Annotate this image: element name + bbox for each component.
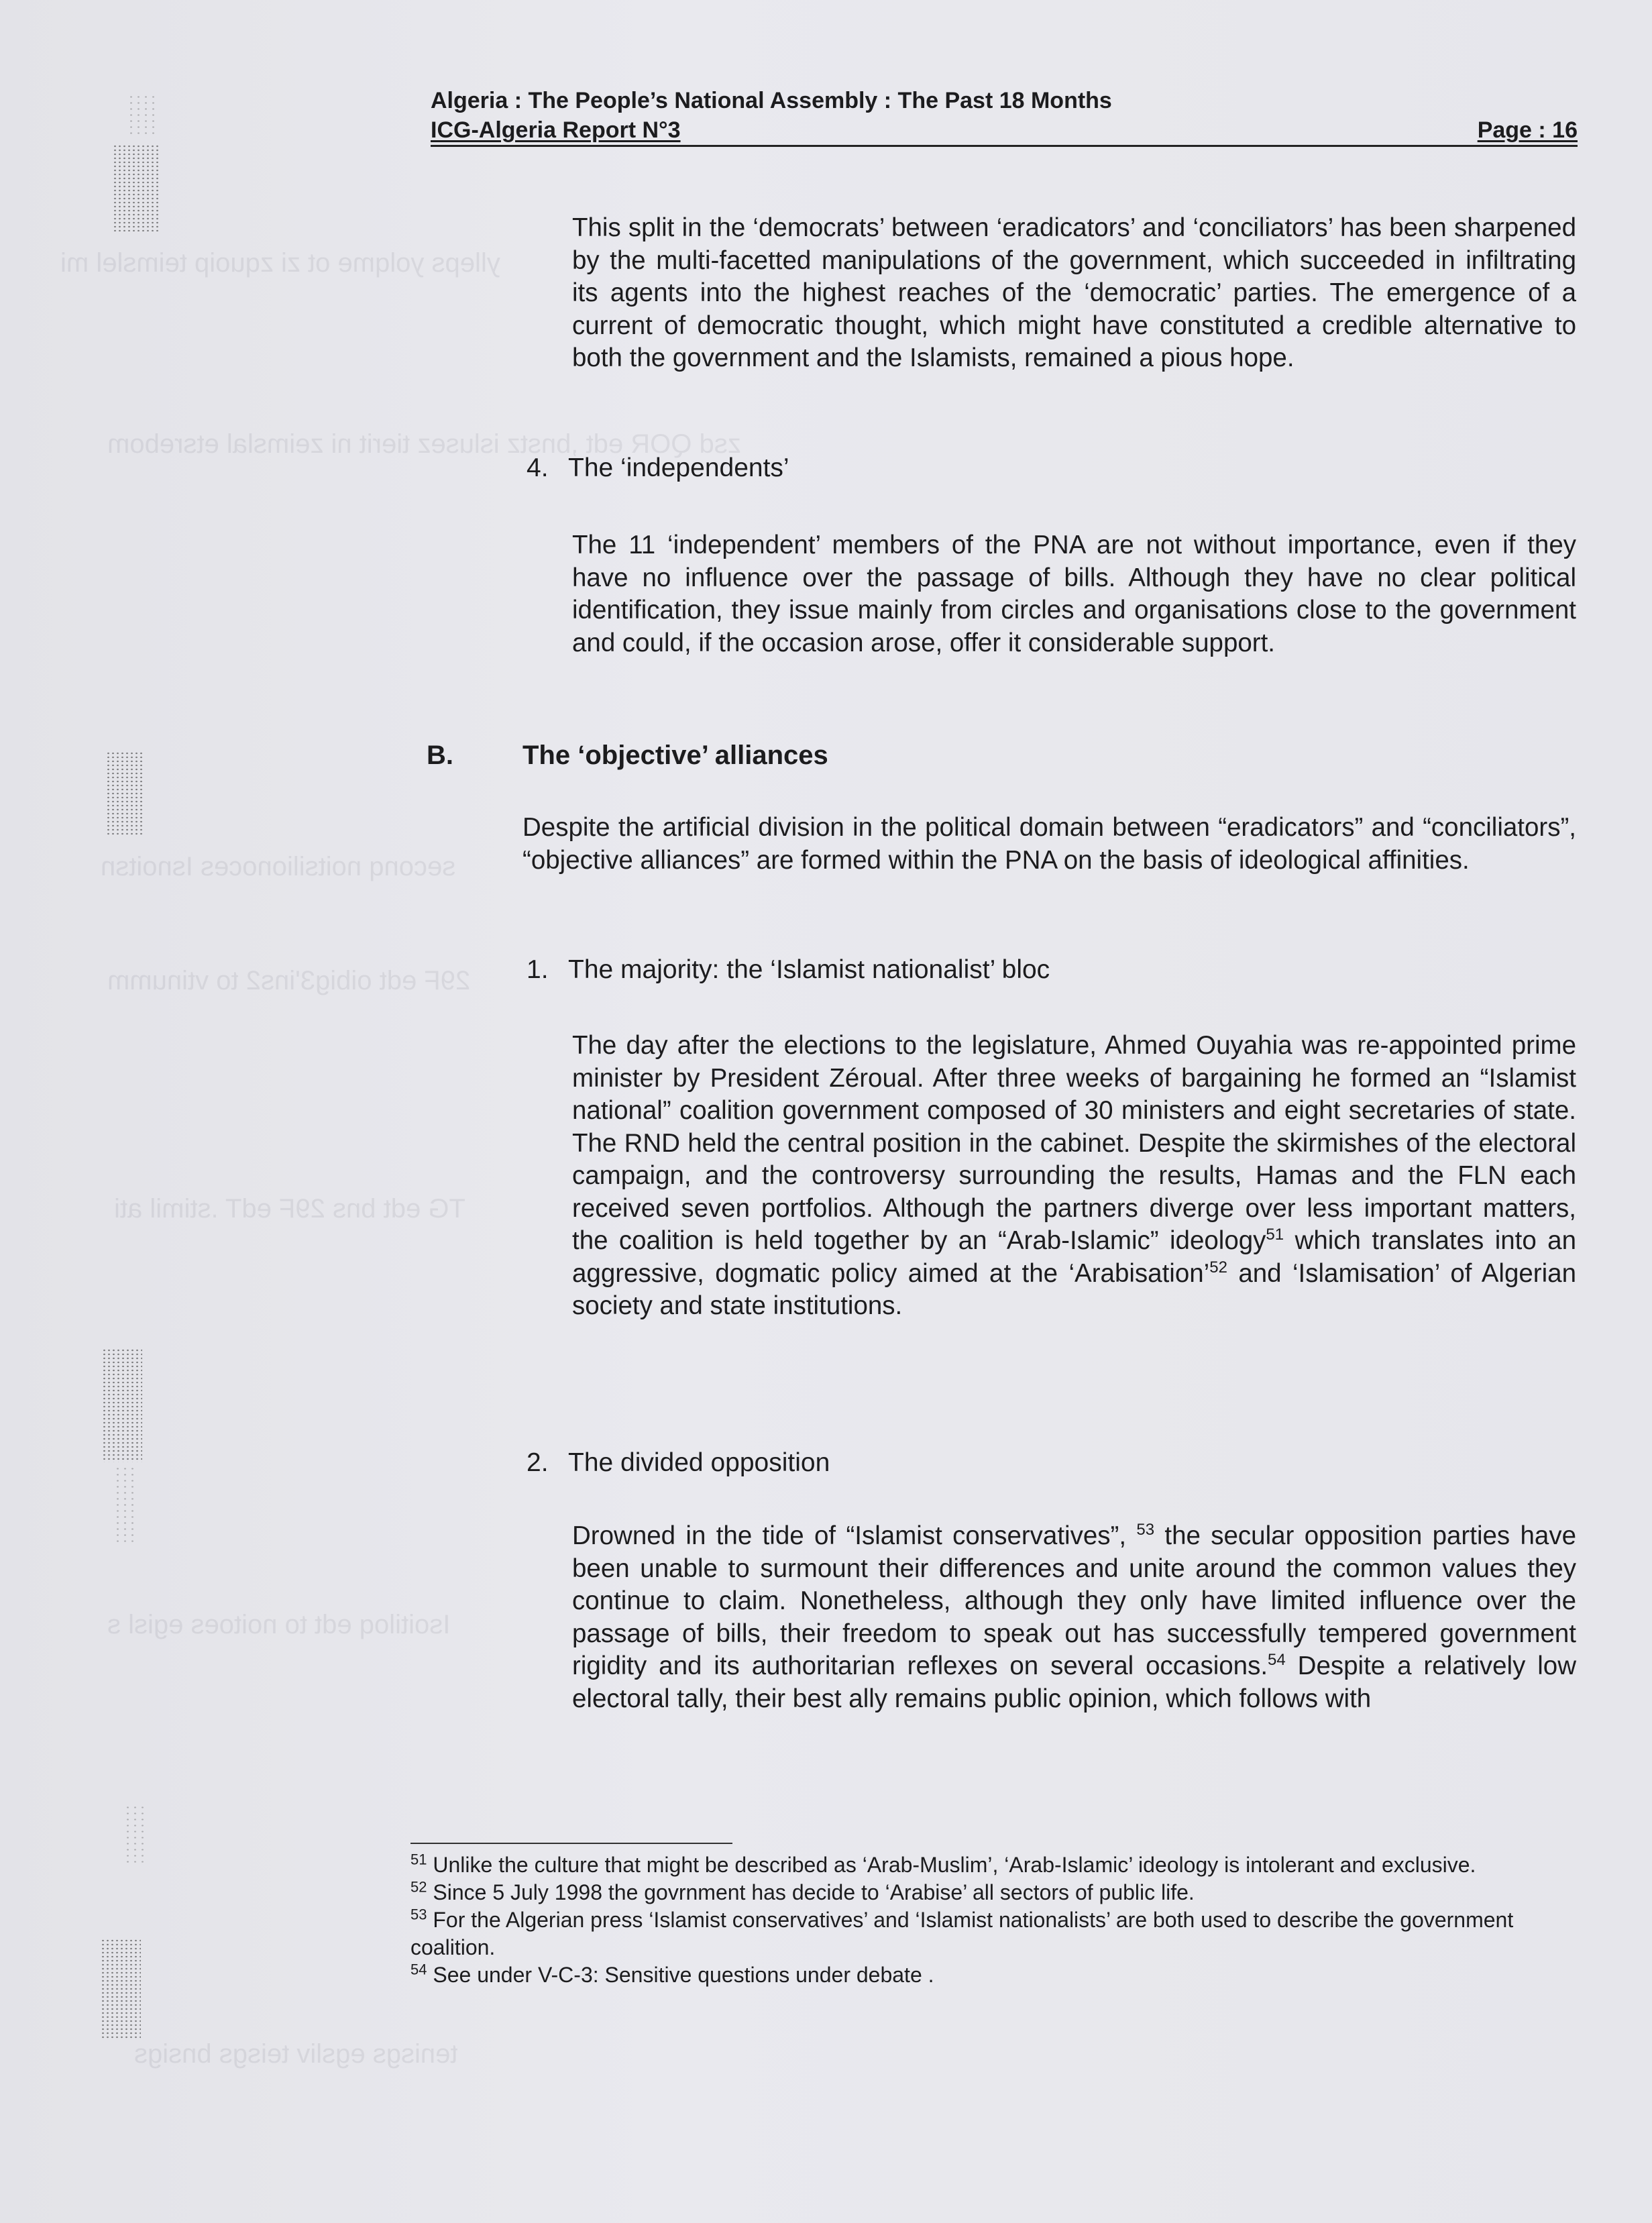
report-subheader <box>431 115 1578 147</box>
paragraph-opposition <box>572 1520 1576 1715</box>
heading-number: 1. <box>527 955 549 984</box>
report-title: Algeria : The People’s National Assembly : The Past 18 Months <box>431 88 1112 113</box>
scan-noise <box>114 1466 134 1546</box>
bleed-through-text: 29F edt oibig3'ins2 to vtinumm <box>107 966 471 995</box>
paragraph-text: The day after the elections to the legislature, Ahmed Ouyahia was re-appointed prime minister by President Zéroual. After three weeks of bargaining he formed an “Islamist national” coalition government composed of 30 ministers and eight secretaries of state. The RND held the central position in the cabinet. Despite the skirmishes of the electoral campaign, and the controversy surrounding the results, Hamas and the FLN each received seven portfolios. Although the partners diverge over less important matters, the coalition is held together by an “Arab-Islamic” ideology <box>572 1031 1576 1255</box>
paragraph-text: Despite a relatively low electoral tally, their best ally remains public opinion, which follows with <box>572 1651 1577 1713</box>
paragraph-text: which translates into an aggressive, dogmatic policy aimed at the ‘Arabisation’ <box>572 1226 1576 1288</box>
running-header <box>431 86 1578 147</box>
heading-divided-opposition <box>527 1447 830 1479</box>
bleed-through-text: Isoitiloq edt to noitoes egisl s <box>107 1610 451 1639</box>
footnote-text: Unlike the culture that might be described as ‘Arab-Muslim’, ‘Arab-Islamic’ ideology is intolerant and exclusive. <box>427 1853 1476 1877</box>
bleed-through-text: seconq noitsilionoces Isnoitsn <box>101 852 456 881</box>
scan-noise <box>101 1939 141 2039</box>
section-title: The ‘objective’ alliances <box>522 741 828 770</box>
footnote-ref[interactable]: 52 <box>1209 1258 1227 1277</box>
scan-noise <box>127 94 154 134</box>
paragraph-majority <box>572 1030 1576 1323</box>
heading-text: The majority: the ‘Islamist nationalist’ bloc <box>568 955 1050 984</box>
bleed-through-text: tenisgs egsliv teisgs bnsigs <box>134 2039 458 2069</box>
bleed-through-text: ylleps yolqme ot zi zquoip teimslel mi <box>60 248 500 278</box>
paragraph-text: the secular opposition parties have been unable to surmount their differences and unite around the common values they continue to claim. Nonetheless, although they only have limited influence over the passage of bills, their freedom to speak out has successfully tempered government rigidity and its authoritarian reflexes on several occasions. <box>572 1521 1576 1680</box>
footnote-53 <box>410 1906 1578 1961</box>
bleed-through-text: zsd QOR edt ,bnstz islusez tierit ni zeimslal etsrebom <box>107 429 741 459</box>
bleed-through-text: TG edt bns 29F edT .stimil ati <box>114 1194 465 1224</box>
footnotes <box>410 1851 1578 1989</box>
footnote-51 <box>410 1851 1578 1879</box>
footnote-text: See under V-C-3: Sensitive questions under debate . <box>427 1963 934 1987</box>
heading-independents <box>527 452 789 484</box>
heading-text: The divided opposition <box>568 1448 830 1477</box>
heading-objective-alliances <box>427 739 1567 771</box>
footnote-54 <box>410 1961 1578 1989</box>
footnote-ref[interactable]: 51 <box>1266 1226 1284 1244</box>
report-number: ICG-Algeria Report N°3 <box>431 117 681 143</box>
scan-noise <box>106 751 143 835</box>
footnote-number: 54 <box>410 1961 427 1978</box>
paragraph-text: and ‘Islamisation’ of Algerian society and state institutions. <box>572 1258 1576 1320</box>
footnote-ref[interactable]: 54 <box>1268 1651 1286 1670</box>
scan-noise <box>124 1804 144 1865</box>
paragraph-democrats-split: This split in the ‘democrats’ between ‘eradicators’ and ‘conciliators’ has been sharpened by the multi-facetted manipulations of the government, which succeeded in infiltrating its agents into the highest reaches of the ‘democratic’ parties. The emergence of a current of democratic thought, which might have constituted a credible alternative to both the government and the Islamists, remained a pious hope. <box>572 213 1576 372</box>
footnote-text: For the Algerian press ‘Islamist conservatives’ and ‘Islamist nationalists’ are both used to describe the government coalition. <box>410 1908 1514 1959</box>
section-letter: B. <box>427 741 453 770</box>
footnote-number: 53 <box>410 1906 427 1923</box>
paragraph-objective-alliances: Despite the artificial division in the political domain between “eradicators” and “conciliators”, “objective alliances” are formed within the PNA on the basis of ideological affinities. <box>522 813 1576 875</box>
heading-number: 4. <box>527 453 549 482</box>
heading-text: The ‘independents’ <box>568 453 789 482</box>
paragraph-text: Drowned in the tide of “Islamist conservatives”, <box>572 1521 1137 1550</box>
heading-number: 2. <box>527 1448 549 1477</box>
footnote-52 <box>410 1879 1578 1906</box>
heading-majority-bloc <box>527 954 1050 986</box>
footnote-text: Since 5 July 1998 the govrnment has decide to ‘Arabise’ all sectors of public life. <box>427 1880 1195 1904</box>
page-number: Page : 16 <box>1477 117 1578 143</box>
scan-noise <box>113 144 160 231</box>
footnote-separator <box>410 1843 732 1844</box>
footnote-number: 52 <box>410 1878 427 1896</box>
footnote-ref[interactable]: 53 <box>1136 1521 1155 1539</box>
scan-noise <box>102 1348 142 1462</box>
paragraph-independents: The 11 ‘independent’ members of the PNA are not without importance, even if they have no influence over the passage of bills. Although they have no clear political identification, they issue mainly from circles and organisations close to the government and could, if the occasion arose, offer it considerable support. <box>572 531 1576 657</box>
footnote-number: 51 <box>410 1851 427 1868</box>
